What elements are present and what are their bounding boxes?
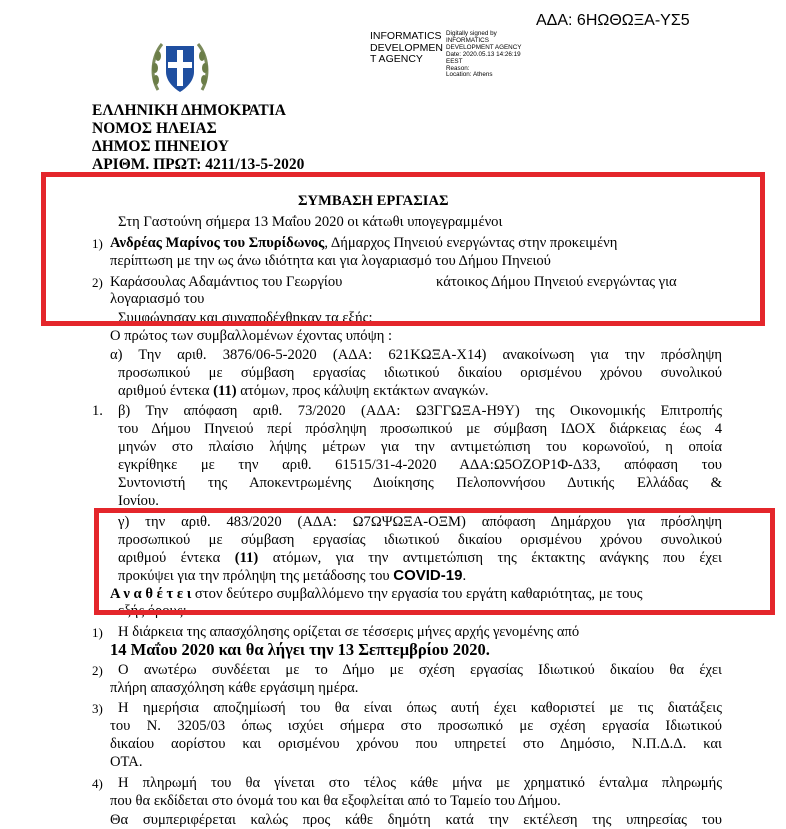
party-1-number: 1)	[92, 236, 103, 251]
term-1-number: 1)	[92, 625, 103, 640]
term-4-number: 4)	[92, 776, 103, 791]
header-republic: ΕΛΛΗΝΙΚΗ ΔΗΜΟΚΡΑΤΙΑ	[92, 102, 286, 119]
greek-coat-of-arms-icon	[150, 36, 210, 102]
term-2-line-1: Ο ανωτέρω συνδέεται με το Δήμο με σχέση εργασίας Ιδιωτικού δικαίου θα έχει	[118, 662, 722, 678]
term-3-line-4: ΟΤΑ.	[110, 754, 143, 770]
ada-number: ΑΔΑ: 6ΗΩΘΩΞΑ-ΥΣ5	[536, 12, 690, 29]
header-municipality: ΔΗΜΟΣ ΠΗΝΕΙΟΥ	[92, 138, 229, 155]
party-1-name: Ανδρέας Μαρίνος του Σπυρίδωνος	[110, 235, 325, 251]
assigns-line-1: Α ν α θ έ τ ε ι στον δεύτερο συμβαλλόμενο την εργασία του εργάτη καθαριότητας, με τους	[110, 586, 643, 602]
covid-label: COVID-19	[393, 567, 463, 584]
item-c-line-3: αριθμού έντεκα (11) ατόμων, για την αντιμετώπιση της έκτακτης ανάγκης που έχει	[118, 550, 722, 566]
term-2-number: 2)	[92, 663, 103, 678]
term-5-line-1: Θα συμπεριφέρεται καλώς προς κάθε δημότη κατά την εκτέλεση της υπηρεσίας του	[110, 812, 722, 828]
item-b-line-3: μηνών στο πλαίσιο λήψης μέτρων για την αντιμετώπιση του κορωνοϊού, η οποία	[118, 439, 722, 455]
highlight-box-parties	[41, 172, 765, 326]
signature-details: Digitally signed by INFORMATICS DEVELOPMENT AGENCY Date: 2020.05.13 14:26:19 EEST Reason: Location: Athens	[446, 30, 522, 79]
term-3-line-3: δικαίου αορίστου και ορισμένου χρόνου που υπηρετεί στο Δημόσιο, Ν.Π.Δ.Δ. και	[110, 736, 722, 752]
party-2-rest: κάτοικος Δήμου Πηνειού ενεργώντας για	[436, 274, 677, 290]
item-a-line-3: αριθμού έντεκα (11) ατόμων, προς κάλυψη εκτάκτων αναγκών.	[118, 383, 489, 399]
party-2-number: 2)	[92, 275, 103, 290]
intro-line: Στη Γαστούνη σήμερα 13 Μαΐου 2020 οι κάτωθι υπογεγραμμένοι	[118, 214, 503, 230]
term-4-line-1: Η πληρωμή του θα γίνεται στο τέλος κάθε μήνα με χρηματικό ένταλμα πληρωμής	[118, 775, 722, 791]
term-3-number: 3)	[92, 701, 103, 716]
header-prefecture: ΝΟΜΟΣ ΗΛΕΙΑΣ	[92, 120, 217, 137]
item-b-line-4: εγκρίθηκε με την αριθ. 61515/31-4-2020 ΑΔΑ:Ω5ΟΖΟΡ1Φ-Δ33, απόφαση του	[118, 457, 722, 473]
item-c-line-2: προσωπικού με σύμβαση εργασίας ιδιωτικού δικαίου ορισμένου χρόνου συνολικού	[118, 532, 722, 548]
item-b-line-5: Συντονιστή της Αποκεντρωμένης Διοίκησης Πελοποννήσου Δυτικής Ελλάδας &	[118, 475, 722, 491]
header-protocol: ΑΡΙΘΜ. ΠΡΩΤ: 4211/13-5-2020	[92, 156, 305, 173]
term-3-line-2: του Ν. 3205/03 όπως ισχύει σήμερα στο προσωπικό με σχέση εργασία Ιδιωτικού	[110, 718, 722, 734]
highlight-box-covid	[94, 508, 775, 615]
signature-agency: INFORMATICS DEVELOPMEN T AGENCY	[370, 30, 443, 65]
term-3-line-1: Η ημερήσια αποζημίωσή του θα είναι όπως αυτή έχει καθοριστεί με τις διατάξεις	[118, 700, 722, 716]
item-c-line-4: προκύψει για την πρόληψη της μετάδοσης του COVID-19.	[118, 567, 467, 584]
item-a-line-1: α) Την αριθ. 3876/06-5-2020 (ΑΔΑ: 621ΚΩΞΑ-Χ14) ανακοίνωση για την πρόσληψη	[110, 347, 722, 363]
term-1-line-1: Η διάρκεια της απασχόλησης ορίζεται σε τέσσερις μήνες αρχής γενομένης από	[118, 624, 580, 640]
contract-title: ΣΥΜΒΑΣΗ ΕΡΓΑΣΙΑΣ	[298, 193, 449, 209]
party-2-name: Καράσουλας Αδαμάντιος του Γεωργίου	[110, 274, 343, 290]
item-b-line-6: Ιονίου.	[118, 493, 159, 509]
assigns-line-2: εξής όρους:	[118, 603, 187, 619]
item-b-line-2: του Δήμου Πηνειού περί πρόσληψη προσωπικού με σύμβαση ΙΔΟΧ διάρκειας έως 4	[118, 421, 722, 437]
item-b-number: 1.	[92, 403, 103, 419]
term-2-line-2: πλήρη απασχόληση κάθε εργάσιμη ημέρα.	[110, 680, 359, 696]
item-a-line-2: προσωπικού με σύμβαση εργασίας ιδιωτικού δικαίου ορισμένου χρόνου συνολικού	[118, 365, 722, 381]
first-party-line: Ο πρώτος των συμβαλλομένων έχοντας υπόψη :	[110, 328, 393, 344]
term-4-line-2: που θα εκδίδεται στο όνομά του και θα εξοφλείται από το Ταμείο του Δήμου.	[110, 793, 561, 809]
item-c-line-1: γ) την αριθ. 483/2020 (ΑΔΑ: Ω7ΩΨΩΞΑ-ΟΞΜ) απόφαση Δημάρχου για πρόσληψη	[118, 514, 722, 530]
item-b-line-1: β) Την απόφαση αριθ. 73/2020 (ΑΔΑ: Ω3ΓΓΩΞΑ-Η9Υ) της Οικονομικής Επιτροπής	[118, 403, 722, 419]
party-1-line-2: περίπτωση με την ως άνω ιδιότητα και για λογαριασμό του Δήμου Πηνειού	[110, 253, 551, 269]
agreed-line: Συμφώνησαν και συναποδέχθηκαν τα εξής:	[118, 310, 373, 326]
party-1-line-1: Ανδρέας Μαρίνος του Σπυρίδωνος, Δήμαρχος Πηνειού ενεργώντας στην προκειμένη	[110, 235, 618, 251]
term-1-dates: 14 Μαΐου 2020 και θα λήγει την 13 Σεπτεμβρίου 2020.	[110, 640, 490, 659]
party-2-line-2: λογαριασμό του	[110, 291, 205, 307]
